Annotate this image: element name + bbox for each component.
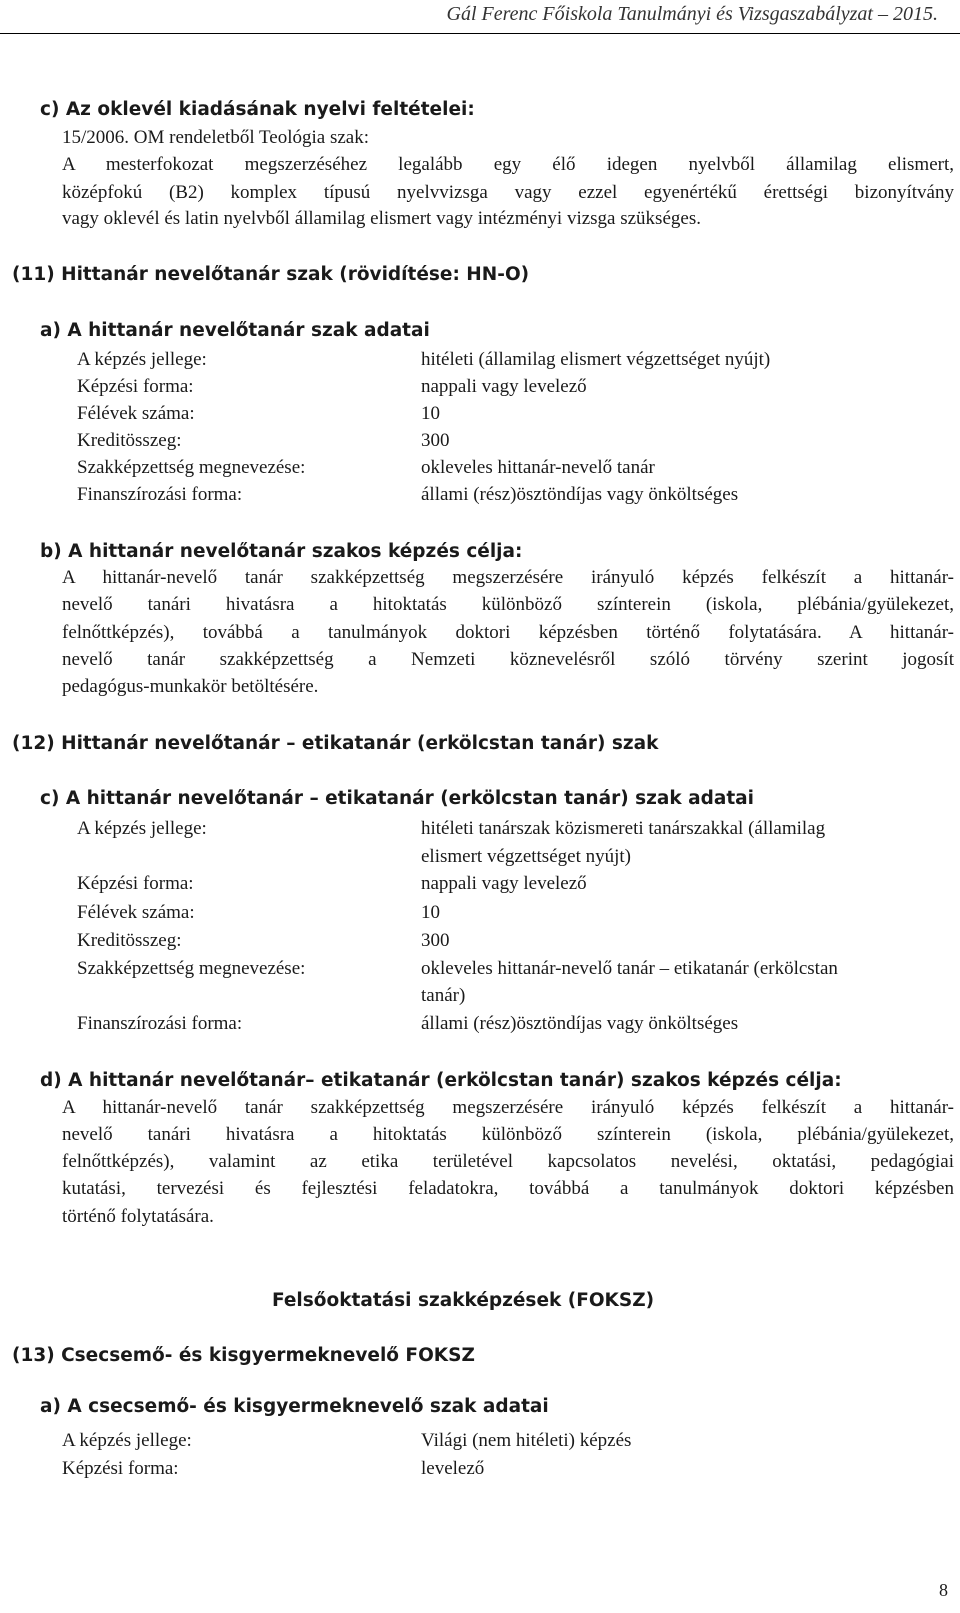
field-label: Félévek száma: (77, 902, 195, 923)
field-label: Félévek száma: (77, 403, 195, 424)
paragraph-line: A hittanár-nevelő tanár szakképzettség megszerzésére irányuló képzés felkészít a hittanár- (62, 567, 954, 588)
field-value: 10 (421, 902, 440, 923)
section-13-heading: (13) Csecsemő- és kisgyermeknevelő FOKSZ (12, 1345, 475, 1366)
paragraph-line: történő folytatására. (62, 1206, 214, 1227)
field-value: nappali vagy levelező (421, 376, 587, 397)
section-c-heading: c) Az oklevél kiadásának nyelvi feltételei: (40, 99, 475, 120)
field-label: Szakképzettség megnevezése: (77, 958, 306, 979)
field-value: okleveles hittanár-nevelő tanár (421, 457, 655, 478)
section-12c-heading: c) A hittanár nevelőtanár – etikatanár (erkölcstan tanár) szak adatai (40, 788, 754, 809)
field-value: állami (rész)ösztöndíjas vagy önköltséges (421, 484, 739, 505)
field-label: Kreditösszeg: (77, 930, 182, 951)
field-value-continued: tanár) (421, 985, 466, 1006)
field-value: levelező (421, 1458, 485, 1479)
field-label: Finanszírozási forma: (77, 484, 243, 505)
field-value: 300 (421, 430, 450, 451)
field-value: 300 (421, 930, 450, 951)
page-header (0, 0, 960, 34)
paragraph-line: felnőttképzés), továbbá a tanulmányok doktori képzésben történő folytatására. A hittanár- (62, 622, 954, 643)
field-value: hitéleti tanárszak közismereti tanárszakkal (államilag (421, 818, 826, 839)
sec-c-line: A mesterfokozat megszerzéséhez legalább egy élő idegen nyelvből államilag elismert, (62, 154, 954, 175)
field-label: Képzési forma: (77, 873, 194, 894)
field-value: 10 (421, 403, 440, 424)
foksz-title: Felsőoktatási szakképzések (FOKSZ) (272, 1290, 655, 1311)
section-13a-heading: a) A csecsemő- és kisgyermeknevelő szak adatai (40, 1396, 549, 1417)
paragraph-line: nevelő tanári hivatásra a hitoktatás különböző színterein (iskola, plébánia/gyülekezet, (62, 1124, 954, 1145)
section-11a-heading: a) A hittanár nevelőtanár szak adatai (40, 320, 430, 341)
sec-c-line: vagy oklevél és latin nyelvből államilag elismert vagy intézményi vizsga szükséges. (62, 208, 701, 229)
paragraph-line: kutatási, tervezési és fejlesztési feladatokra, továbbá a tanulmányok doktori képzésben (62, 1178, 954, 1199)
field-label: Szakképzettség megnevezése: (77, 457, 306, 478)
field-value: nappali vagy levelező (421, 873, 587, 894)
field-label: Finanszírozási forma: (77, 1013, 243, 1034)
page-number: 8 (939, 1580, 948, 1600)
field-label: A képzés jellege: (62, 1430, 192, 1451)
field-label: Képzési forma: (62, 1458, 179, 1479)
paragraph-line: pedagógus-munkakör betöltésére. (62, 676, 319, 697)
section-11b-heading: b) A hittanár nevelőtanár szakos képzés célja: (40, 541, 523, 562)
field-label: A képzés jellege: (77, 818, 207, 839)
field-value: Világi (nem hitéleti) képzés (421, 1430, 632, 1451)
field-value: okleveles hittanár-nevelő tanár – etikatanár (erkölcstan (421, 958, 838, 979)
paragraph-line: felnőttképzés), valamint az etika területével kapcsolatos nevelési, oktatási, pedagógiai (62, 1151, 954, 1172)
field-value: hitéleti (államilag elismert végzettséget nyújt) (421, 349, 771, 370)
field-label: Kreditösszeg: (77, 430, 182, 451)
paragraph-line: A hittanár-nevelő tanár szakképzettség megszerzésére irányuló képzés felkészít a hittanár- (62, 1097, 954, 1118)
field-label: Képzési forma: (77, 376, 194, 397)
paragraph-line: nevelő tanári hivatásra a hitoktatás különböző színterein (iskola, plébánia/gyülekezet, (62, 594, 954, 615)
section-11-heading: (11) Hittanár nevelőtanár szak (rövidítése: HN-O) (12, 264, 530, 285)
paragraph-line: nevelő tanár szakképzettség a Nemzeti köznevelésről szóló törvény szerint jogosít (62, 649, 954, 670)
section-12d-heading: d) A hittanár nevelőtanár– etikatanár (erkölcstan tanár) szakos képzés célja: (40, 1070, 842, 1091)
field-value: állami (rész)ösztöndíjas vagy önköltséges (421, 1013, 739, 1034)
section-12-heading: (12) Hittanár nevelőtanár – etikatanár (erkölcstan tanár) szak (12, 733, 659, 754)
sec-c-line: 15/2006. OM rendeletből Teológia szak: (62, 127, 370, 148)
header-title: Gál Ferenc Főiskola Tanulmányi és Vizsgaszabályzat – 2015. (446, 3, 938, 25)
field-label: A képzés jellege: (77, 349, 207, 370)
sec-c-line: középfokú (B2) komplex típusú nyelvvizsga vagy ezzel egyenértékű érettségi bizonyítvány (62, 182, 954, 203)
field-value-continued: elismert végzettséget nyújt) (421, 846, 631, 867)
